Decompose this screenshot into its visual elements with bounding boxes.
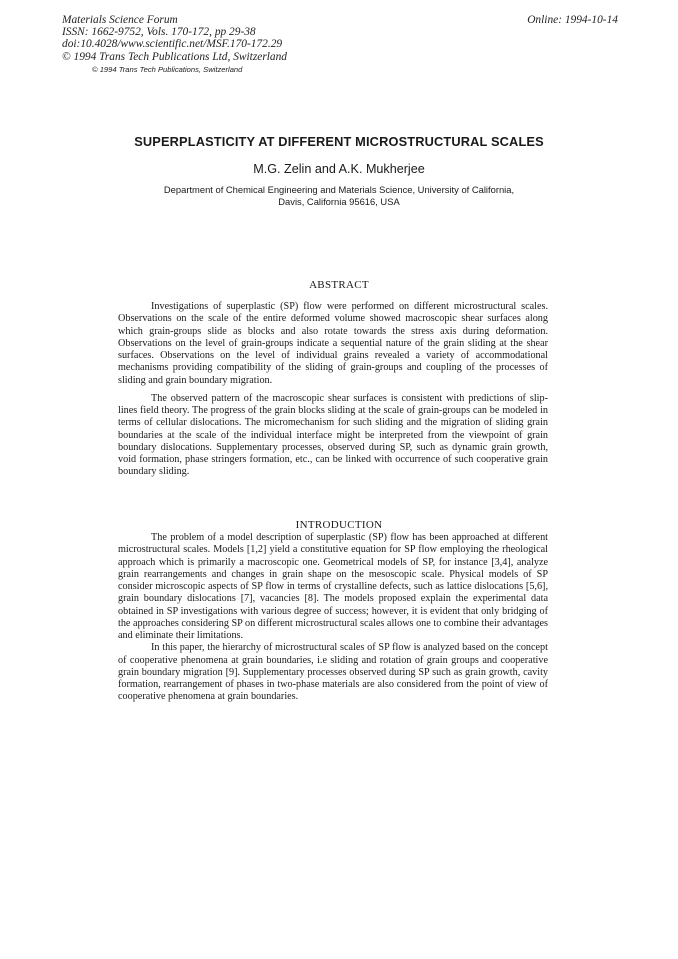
introduction-body	[118, 532, 548, 704]
abstract-heading: ABSTRACT	[309, 279, 369, 291]
publisher-copyright: © 1994 Trans Tech Publications, Switzerland	[92, 65, 243, 74]
author-affiliation	[120, 184, 558, 208]
introduction-paragraph-1: The problem of a model description of superplastic (SP) flow has been approached at different microstructural scales. Models [1,2] yield a constitutive equation for SP flow employing the rheological approach which is primarily a macroscopic one. Geometrical models of SP, for instance [3,4], analyze grain rearrangements and changes in grain shape on the mesoscopic scale. Physical models of SP consider microscopic aspects of SP flow in terms of crystalline defects, such as lattice dislocations [5,6], grain boundary dislocations [7], vacancies [8]. The models proposed explain the experimental data obtained in SP investigations with various degree of success; however, it is evident that only bridging of the approaches considering SP on different microstructural scales allows one to combine their advantages and eliminate their limitations.	[118, 532, 548, 641]
journal-name: Materials Science Forum	[62, 14, 178, 26]
abstract-body	[118, 301, 548, 479]
abstract-paragraph-2: The observed pattern of the macroscopic shear surfaces is consistent with predictions of slip-lines field theory. The progress of the grain blocks sliding at the scale of grain-groups can be modeled in terms of cellular dislocations. The micromechanism for such sliding and the migration of sliding grain boundaries at the scale of the individual interface might be interpreted from the viewpoint of grain boundary dislocations. Supplementary processes, observed during SP, such as dynamic grain growth, void formation, phase stringers formation, etc., can be linked with occurrence of such cooperative grain boundary sliding.	[118, 392, 548, 478]
affiliation-line-1: Department of Chemical Engineering and Materials Science, University of California,	[163, 184, 515, 195]
issn-line: ISSN: 1662-9752, Vols. 170-172, pp 29-38	[62, 26, 256, 39]
affiliation-line-2: Davis, California 95616, USA	[278, 196, 400, 208]
paper-title: SUPERPLASTICITY AT DIFFERENT MICROSTRUCTURAL SCALES	[134, 134, 544, 149]
online-date: Online: 1994-10-14	[527, 14, 618, 26]
paper-authors: M.G. Zelin and A.K. Mukherjee	[253, 162, 425, 176]
introduction-heading: INTRODUCTION	[295, 519, 383, 531]
introduction-paragraph-2: In this paper, the hierarchy of microstructural scales of SP flow is analyzed based on the concept of cooperative phenomena at grain boundaries, i.e sliding and rotation of grain groups and cooperative grain boundary migration [9]. Supplementary processes observed during SP such as grain growth, cavity formation, rearrangement of phases in two-phase materials are also considered from the point of view of cooperative phenomena at grain boundaries.	[118, 642, 548, 703]
doi-line[interactable]: doi:10.4028/www.scientific.net/MSF.170-172.29	[62, 38, 283, 51]
journal-metadata	[62, 14, 287, 63]
abstract-paragraph-1: Investigations of superplastic (SP) flow were performed on different microstructural scales. Observations on the scale of the entire deformed volume showed macroscopic shear surfaces along which grain-groups slide as blocks and also rotate towards the stress axis during deformation. Observations on the level of grain-groups indicate a sequential nature of the grain sliding at the shear surfaces. Observations on the level of individual grains revealed a variety of accommodational mechanisms providing compatibility of the sliding of grain-groups and coupling of the processes of sliding and grain boundary migration.	[118, 301, 548, 386]
copyright-line: © 1994 Trans Tech Publications Ltd, Switzerland	[62, 50, 287, 63]
